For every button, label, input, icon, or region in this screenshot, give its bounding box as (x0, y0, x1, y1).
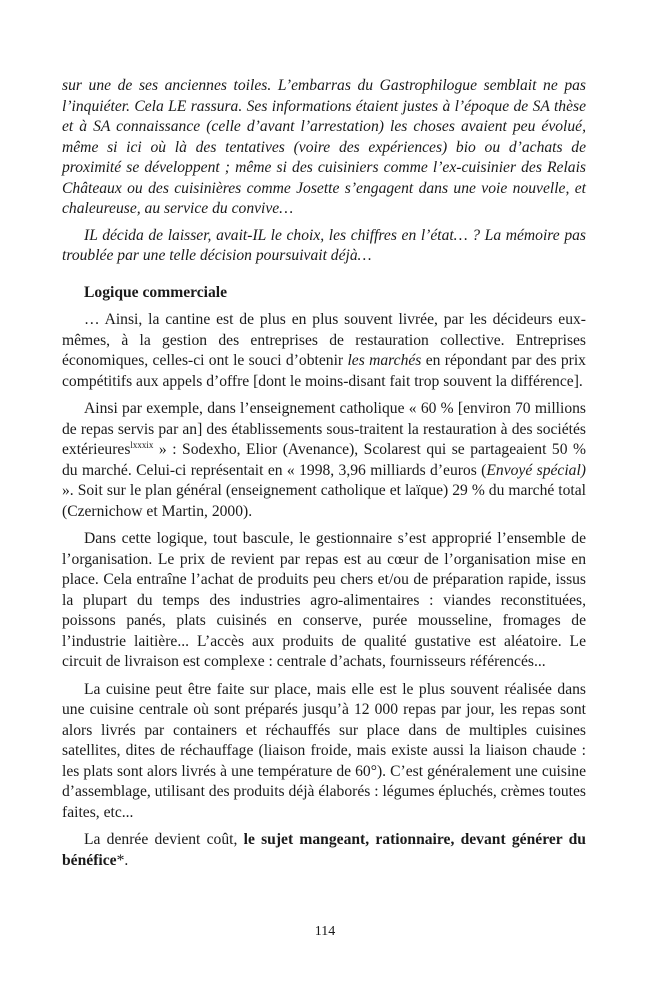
paragraph-cantine-text-1: … Ainsi, la cantine est de plus en plus souvent livrée, par les décideurs eux-mêmes, à la gestion des entreprises de restauration collective. Entreprises économiques, celles-ci ont le souci d’obtenir (62, 311, 586, 369)
paragraph-denree (62, 830, 586, 871)
emphasis-les-marches: les marchés (347, 352, 422, 369)
section-heading: Logique commerciale (84, 283, 228, 301)
paragraph-denree-text-2: *. (116, 851, 129, 869)
paragraph-logique: Dans cette logique, tout bascule, le gestionnaire s’est approprié l’ensemble de l’organisation. Le prix de revient par repas est au cœur de l’organisation mise en place. Cela entraîne l’achat de produits peu chers et/ou de préparation rapide, issus la plupart du temps des industries agro-alimentaires : viandes reconstituées, poissons panés, plats cuisinés en conserve, purée mousseline, fromages de l’industrie laitière... L’accès aux produits de qualité gustative est aléatoire. Le circuit de livraison est complexe : centrale d’achats, fournisseurs référencés... (62, 530, 586, 670)
page-number: 114 (314, 924, 336, 939)
paragraph-cuisine: La cuisine peut être faite sur place, mais elle est le plus souvent réalisée dans une cuisine centrale où sont préparés jusqu’à 12 000 repas par jour, les repas sont alors livrés par containers et réchauffés sur place dans de multiples cuisines satellites, dites de réchauffage (liaison froide, mais existe aussi la liaison chaude : les plats sont alors livrés à une température de 60°). C’est généralement une cuisine d’assemblage, utilisant des produits déjà élaborés : légumes épluchés, crèmes toutes faites, etc... (62, 680, 586, 821)
paragraph-cantine (62, 310, 586, 392)
paragraph-exemple-text-2: » : Sodexho, Elior (Avenance), Scolarest qui se partageaient 50 % du marché. Celui-ci représentait en « 1998, 3,96 milliards d’euros ( (62, 441, 586, 479)
bold-statement: le sujet mangeant, rationnaire, devant générer du bénéfice (62, 831, 586, 869)
paragraph-cantine-text-2: en répondant par des prix compétitifs aux appels d’offre [dont le moins-disant fait trop souvent la différence]. (62, 352, 586, 390)
footnote-reference[interactable]: lxxxix (130, 440, 154, 450)
document-page (62, 76, 586, 871)
paragraph-exemple (62, 399, 586, 522)
paragraph-exemple-text-1: Ainsi par exemple, dans l’enseignement catholique « 60 % [environ 70 millions de repas servis par an] des établissements sous-traitent la restauration à des sociétés extérieures (62, 400, 586, 458)
paragraph-denree-text-1: La denrée devient coût, (84, 831, 244, 848)
paragraph-exemple-text-3: ». Soit sur le plan général (enseignement catholique et laïque) 29 % du marché total (Czernichow et Martin, 2000). (62, 482, 586, 520)
paragraph-italic-decision: IL décida de laisser, avait-IL le choix, les chiffres en l’état… ? La mémoire pas troublée par une telle décision poursuivait déjà… (62, 226, 586, 264)
paragraph-italic-narrative: sur une de ses anciennes toiles. L’embarras du Gastrophilogue semblait ne pas l’inquiéter. Cela LE rassura. Ses informations étaient justes à l’époque de SA thèse et à SA connaissance (celle d’avant l’arrestation) les choses avaient peu évolué, même si ici où là des tentatives (voire des expériences) bio ou d’achats de proximité se développent ; même si des cuisiniers comme l’ex-cuisinier des Relais Châteaux ou des cuisinières comme Josette s’engagent dans une voie nouvelle, et chaleureuse, au service du convive… (62, 77, 586, 217)
emphasis-envoye-special: Envoyé spécial) (486, 461, 586, 479)
